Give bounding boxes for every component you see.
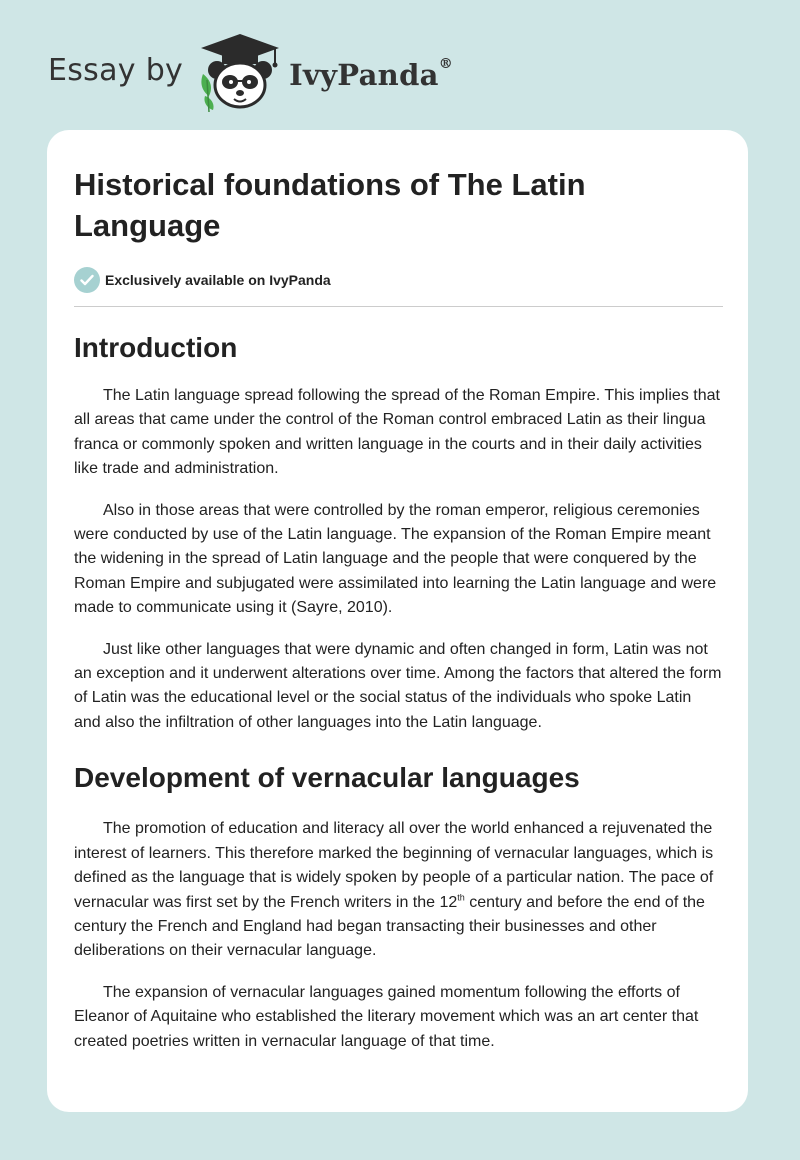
panda-graduate-icon[interactable] [195, 30, 285, 114]
divider [74, 306, 723, 307]
paragraph: The promotion of education and literacy all over the world enhanced a rejuvenated the interest of learners. This therefore marked the beginning of vernacular languages, which is defined as the language that is widely spoken by people of a particular nation. The pace of vernacular was first set by the French writers in the 12th century and before the end of the century the French and England had began transacting their businesses and other deliberations on their vernacular language. [74, 820, 714, 960]
check-circle-icon [74, 267, 100, 293]
exclusive-badge [74, 266, 722, 294]
paragraph: The expansion of vernacular languages gained momentum following the efforts of Eleanor of Aquitaine who established the literary movement which was an art center that created poetries written in vernacular language of that time. [74, 983, 699, 1050]
registered-mark: ® [438, 56, 454, 72]
page-title: Historical foundations of The Latin Language [74, 167, 586, 243]
essay-by-label: Essay by [48, 52, 184, 88]
essay-card [47, 130, 748, 1112]
paragraph: The Latin language spread following the spread of the Roman Empire. This implies that all areas that came under the control of the Roman control embraced Latin as their lingua franca or commonly spoken and written language in the courts and in their daily activities like trade and administration. [74, 387, 720, 478]
exclusive-label: Exclusively available on IvyPanda [105, 272, 331, 288]
section-heading-introduction: Introduction [74, 332, 238, 363]
brand-name[interactable]: IvyPanda® [289, 56, 454, 92]
paragraph: Also in those areas that were controlled by the roman emperor, religious ceremonies were conducted by use of the Latin language. The expansion of the Roman Empire meant the widening in the spread of Latin language and the people that were conquered by the Roman Empire and subjugated were assimilated into learning the Latin language and were made to communicate using it (Sayre, 2010). [74, 501, 717, 617]
paragraph: Just like other languages that were dynamic and often changed in form, Latin was not an exception and it underwent alterations over time. Among the factors that altered the form of Latin was the educational level or the social status of the individuals who spoke Latin and also the infiltration of other languages into the Latin language. [74, 640, 722, 731]
section-heading-vernacular: Development of vernacular languages [74, 762, 580, 794]
site-header [48, 30, 453, 114]
superscript: th [457, 892, 465, 903]
